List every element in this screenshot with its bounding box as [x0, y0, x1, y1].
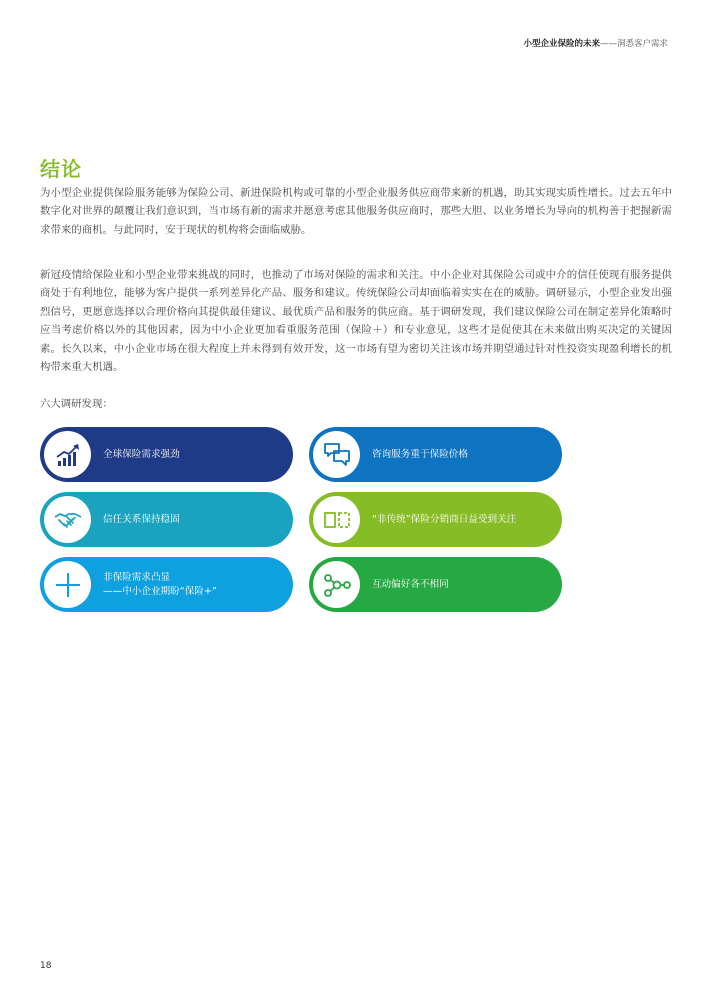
- finding-line: “非传统”保险分销商日益受到关注: [372, 513, 517, 525]
- finding-text: [103, 448, 180, 462]
- finding-line: 信任关系保持稳固: [103, 513, 180, 525]
- finding-line: 互动偏好各不相同: [372, 578, 449, 590]
- icon-badge: [44, 496, 91, 543]
- finding-card-interaction[interactable]: [309, 557, 562, 612]
- network-nodes-icon: [322, 570, 352, 600]
- paragraph-analysis: 新冠疫情给保险业和小型企业带来挑战的同时，也推动了市场对保险的需求和关注。中小企业对其保险公司或中介的信任使现有服务提供商处于有利地位，能够为客户提供一系列差异化产品、服务和建议。传统保险公司却面临着实实在在的威胁。调研显示，小型企业发出强烈信号，更愿意选择以合理价格向其提供最佳建议、最优质产品和服务的供应商。基于调研发现，我们建议保险公司在制定差异化策略时应当考虑价格以外的其他因素，因为中小企业更加看重服务范围（保险＋）和专业意见，这些才是促使其在未来做出购买决定的关键因素。长久以来，中小企业市场在很大程度上并未得到有效开发，这一市场有望为密切关注该市场并期望通过针对性投资实现盈利增长的机构带来重大机遇。: [40, 269, 672, 374]
- finding-card-trust[interactable]: [40, 492, 293, 547]
- finding-card-non-insurance[interactable]: [40, 557, 293, 612]
- finding-line: 非保险需求凸显: [103, 571, 171, 583]
- finding-card-demand[interactable]: [40, 427, 293, 482]
- icon-badge: [313, 431, 360, 478]
- finding-text: [372, 513, 516, 527]
- finding-text: [103, 571, 217, 599]
- finding-card-distributors[interactable]: [309, 492, 562, 547]
- running-header-subtitle: ——洞悉客户需求: [599, 39, 668, 49]
- finding-text: [372, 448, 468, 462]
- handshake-icon: [53, 505, 83, 535]
- plus-icon: [53, 570, 83, 600]
- finding-text: [103, 513, 180, 527]
- finding-line: 咨询服务重于保险价格: [372, 448, 468, 460]
- section-title: 结论: [40, 157, 82, 181]
- findings-label: 六大调研发现：: [40, 398, 113, 410]
- finding-text: [372, 578, 449, 592]
- page-number: 18: [40, 961, 52, 971]
- icon-badge: [44, 431, 91, 478]
- finding-card-advice[interactable]: [309, 427, 562, 482]
- finding-line: 全球保险需求强劲: [103, 448, 180, 460]
- finding-line: ——中小企业期盼“保险+”: [103, 585, 217, 597]
- running-header: [523, 37, 668, 49]
- icon-badge: [313, 561, 360, 608]
- running-header-title: 小型企业保险的未来: [523, 39, 600, 49]
- bar-chart-growth-icon: [53, 440, 83, 470]
- icon-badge: [44, 561, 91, 608]
- paragraph-intro: 为小型企业提供保险服务能够为保险公司、新进保险机构或可靠的小型企业服务供应商带来新的机遇，助其实现实质性增长。过去五年中数字化对世界的颠覆让我们意识到，当市场有新的需求并愿意考虑其他服务供应商时，那些大胆、以业务增长为导向的机构善于把握新需求带来的商机。与此同时，安于现状的机构将会面临威胁。: [40, 187, 672, 236]
- speech-bubbles-icon: [322, 440, 352, 470]
- icon-badge: [313, 496, 360, 543]
- two-squares-icon: [322, 505, 352, 535]
